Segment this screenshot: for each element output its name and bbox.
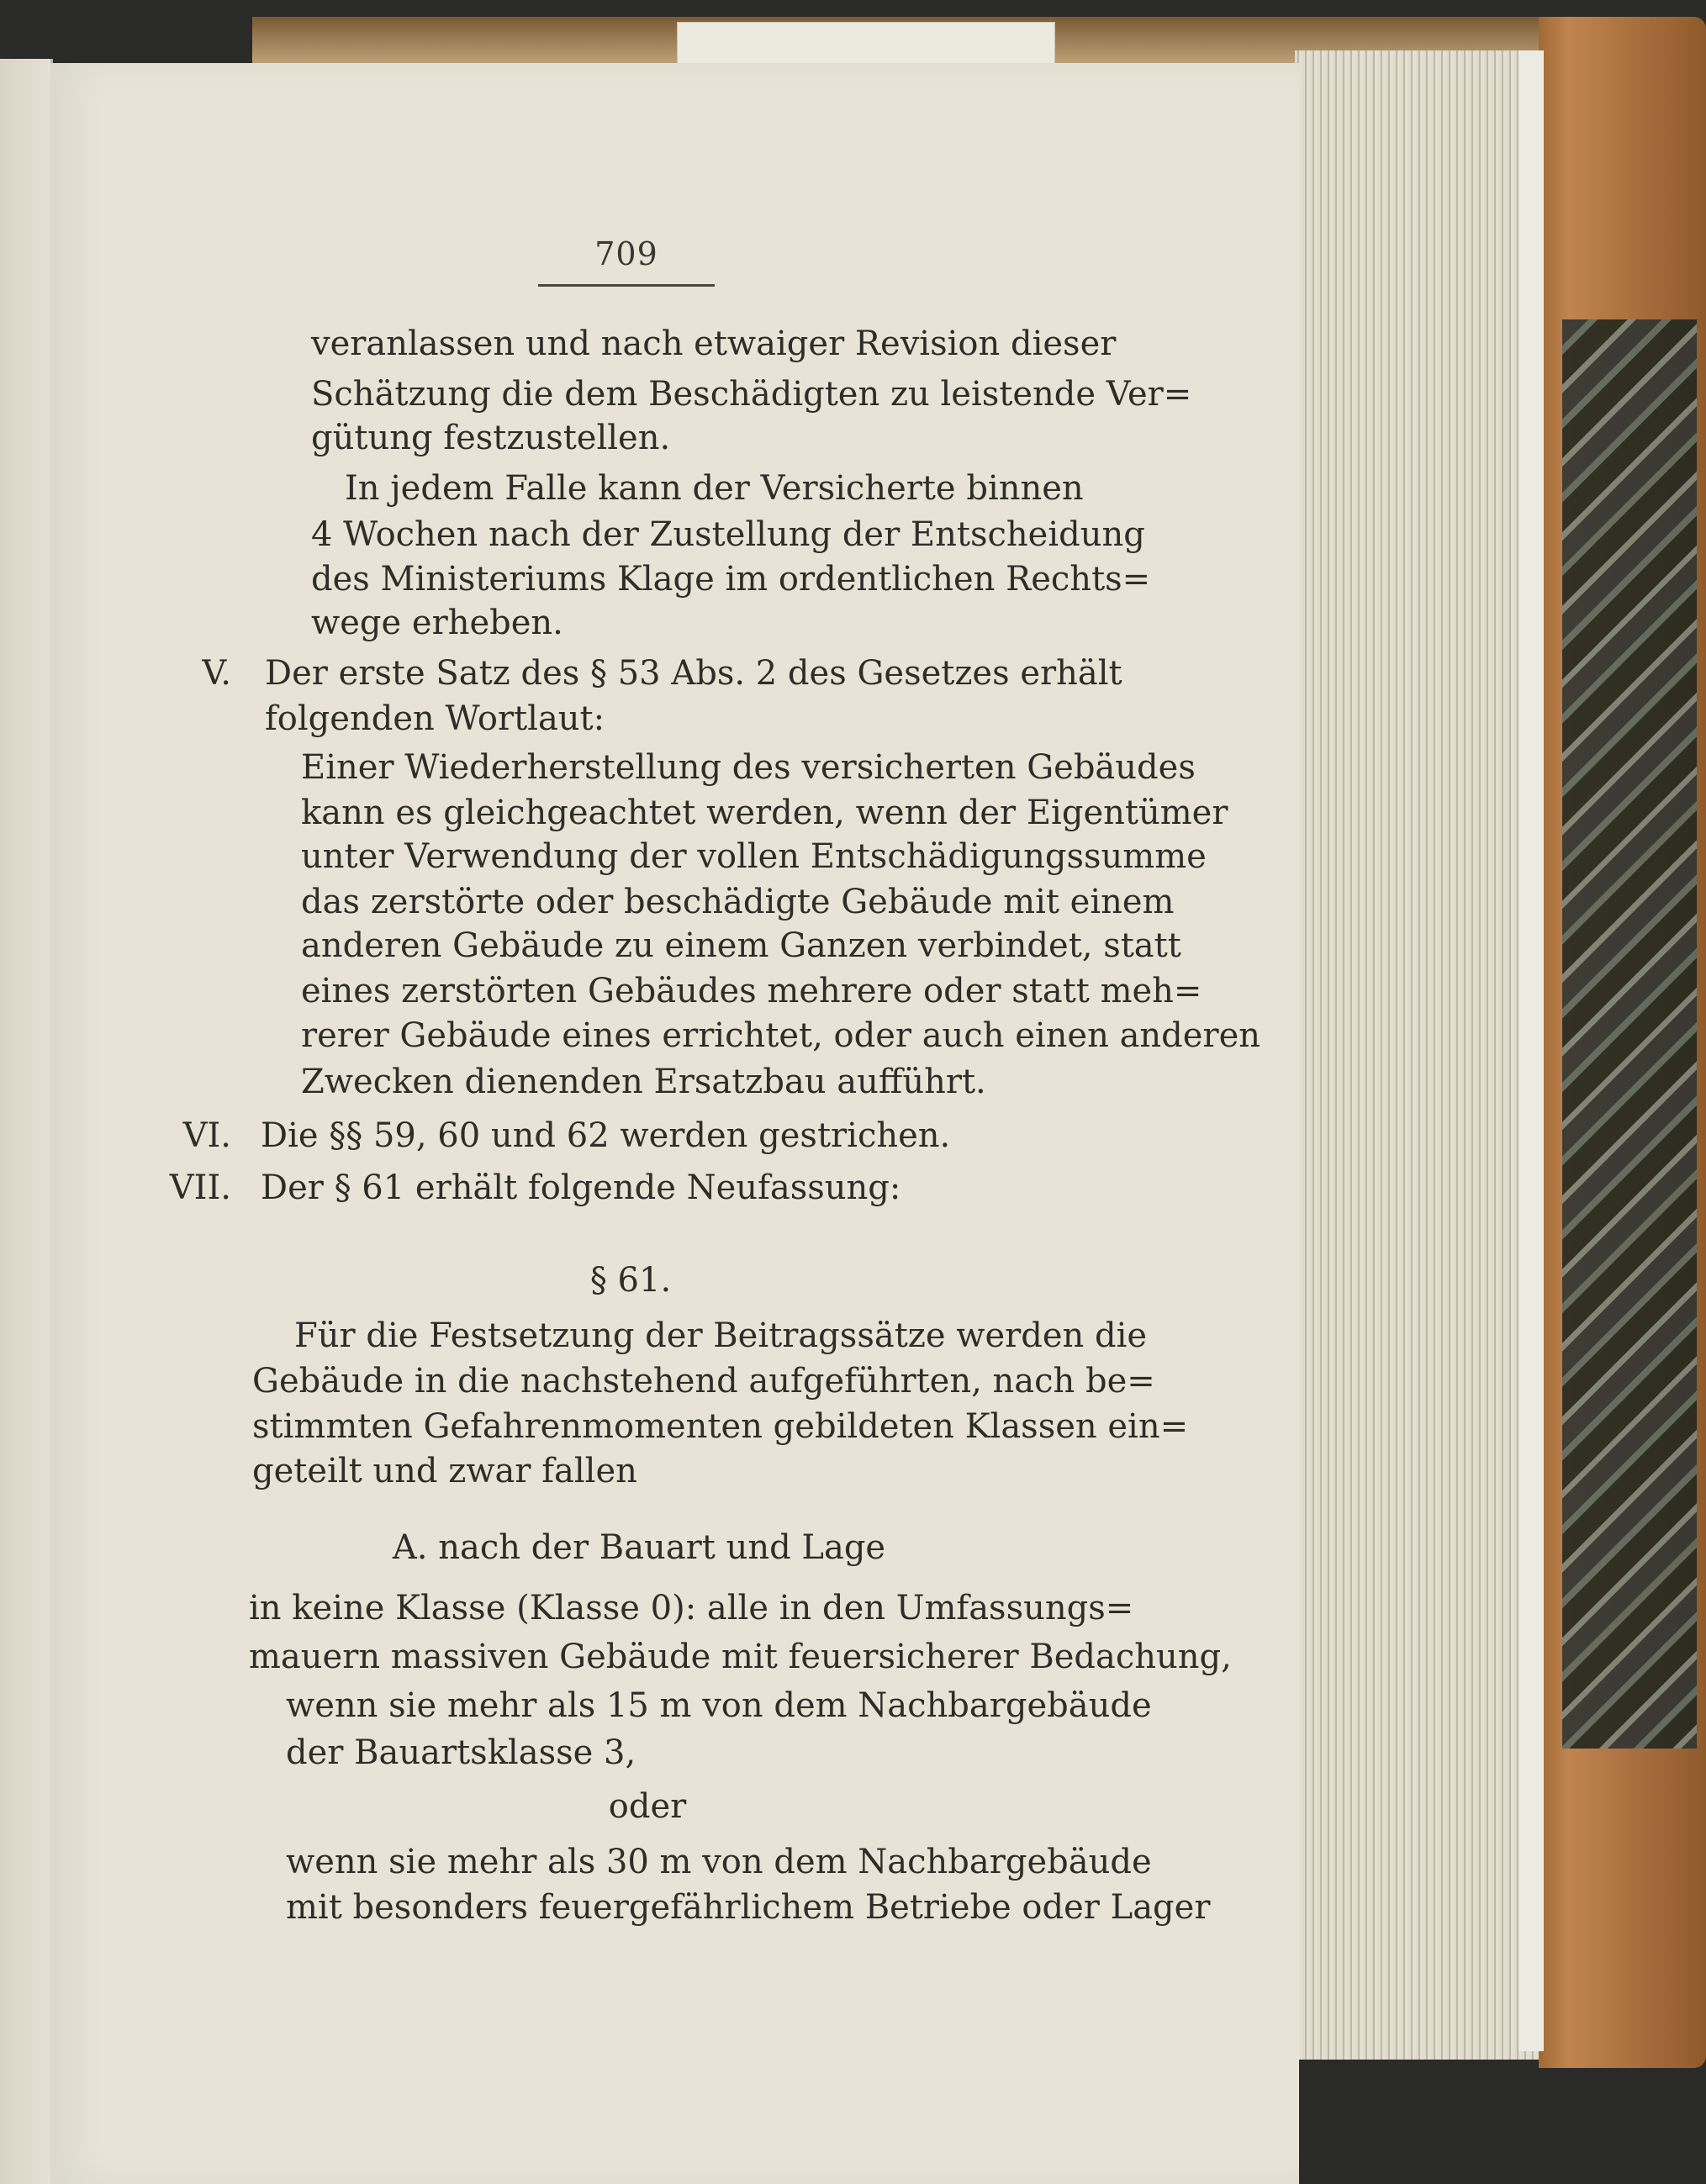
text-line: veranlassen und nach etwaiger Revision dieser bbox=[311, 324, 1117, 363]
endpaper bbox=[1518, 50, 1544, 2051]
text-line: Gebäude in die nachstehend aufgeführten, nach be= bbox=[252, 1362, 1155, 1401]
text-line: der Bauartsklasse 3, bbox=[286, 1733, 636, 1772]
text-line: Für die Festsetzung der Beitragssätze werden die bbox=[294, 1316, 1148, 1355]
text-line: in keine Klasse (Klasse 0): alle in den Umfassungs= bbox=[249, 1589, 1134, 1627]
marbled-cover bbox=[1562, 319, 1697, 1749]
book-cover-left bbox=[0, 59, 53, 2184]
text-line: 4 Wochen nach der Zustellung der Entscheidung bbox=[311, 515, 1145, 554]
text-line: gütung festzustellen. bbox=[311, 419, 671, 457]
quote-line: rerer Gebäude eines errichtet, oder auch einen anderen bbox=[301, 1016, 1261, 1055]
section-numeral-v: V. bbox=[202, 654, 231, 693]
page-edges bbox=[1295, 50, 1539, 2060]
quote-line: unter Verwendung der vollen Entschädigungssumme bbox=[301, 837, 1207, 876]
quote-line: anderen Gebäude zu einem Ganzen verbindet, statt bbox=[301, 926, 1181, 965]
text-line: mauern massiven Gebäude mit feuersicherer Bedachung, bbox=[249, 1638, 1232, 1676]
quote-line: Zwecken dienenden Ersatzbau aufführt. bbox=[301, 1063, 986, 1101]
quote-line: Einer Wiederherstellung des versicherten Gebäudes bbox=[301, 748, 1196, 787]
text-line: des Ministeriums Klage im ordentlichen Rechts= bbox=[311, 560, 1151, 599]
text-line: wenn sie mehr als 30 m von dem Nachbargebäude bbox=[286, 1843, 1152, 1881]
subheading-a: A. nach der Bauart und Lage bbox=[392, 1528, 886, 1567]
text-line: Der erste Satz des § 53 Abs. 2 des Gesetzes erhält bbox=[265, 654, 1122, 693]
quote-line: eines zerstörten Gebäudes mehrere oder statt meh= bbox=[301, 972, 1202, 1010]
section-numeral-vii: VII. bbox=[169, 1168, 231, 1207]
page-number: 709 bbox=[538, 235, 715, 287]
text-line: Die §§ 59, 60 und 62 werden gestrichen. bbox=[261, 1116, 951, 1155]
text-line: wege erheben. bbox=[311, 604, 563, 642]
text-line: folgenden Wortlaut: bbox=[265, 699, 605, 738]
text-line: geteilt und zwar fallen bbox=[252, 1452, 637, 1490]
quote-line: kann es gleichgeachtet werden, wenn der Eigentümer bbox=[301, 794, 1228, 832]
conjunction-oder: oder bbox=[608, 1787, 687, 1826]
text-line: In jedem Falle kann der Versicherte binnen bbox=[345, 469, 1084, 508]
text-line: Schätzung die dem Beschädigten zu leistende Ver= bbox=[311, 375, 1192, 414]
quote-line: das zerstörte oder beschädigte Gebäude mit einem bbox=[301, 883, 1175, 921]
text-line: stimmten Gefahrenmomenten gebildeten Klassen ein= bbox=[252, 1407, 1189, 1446]
text-line: mit besonders feuergefährlichem Betriebe oder Lager bbox=[286, 1888, 1211, 1927]
section-numeral-vi: VI. bbox=[182, 1116, 231, 1155]
text-line: wenn sie mehr als 15 m von dem Nachbargebäude bbox=[286, 1686, 1152, 1725]
text-line: Der § 61 erhält folgende Neufassung: bbox=[261, 1168, 901, 1207]
paragraph-heading: § 61. bbox=[589, 1261, 672, 1300]
